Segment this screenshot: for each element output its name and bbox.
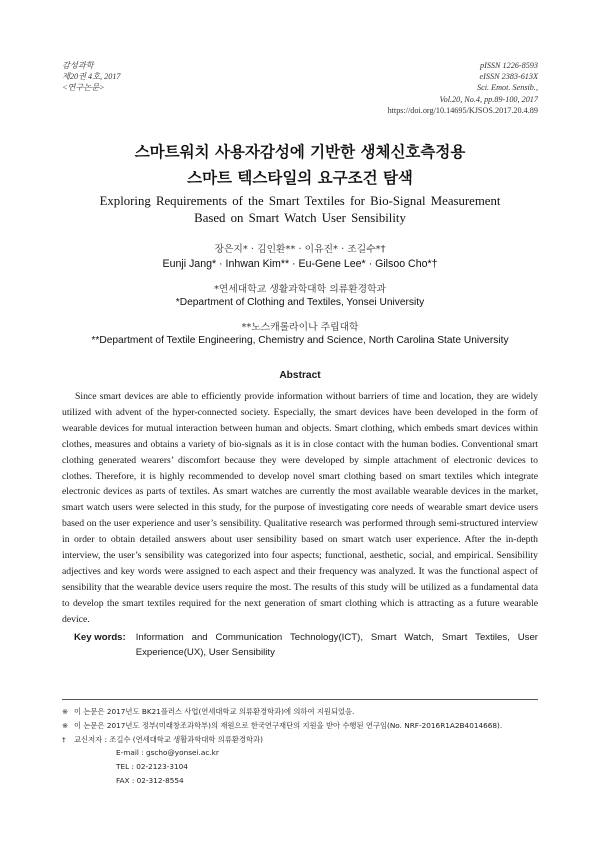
footnote-mark: † xyxy=(62,734,66,744)
title-korean-line-2: 스마트 텍스타일의 요구조건 탐색 xyxy=(187,169,413,187)
footnote-text: 교신저자 : 조길수 (연세대학교 생활과학대학 의류환경학과) xyxy=(74,734,263,744)
journal-header-left xyxy=(62,60,121,94)
footnote-text: 이 논문은 2017년도 정부(미래창조과학부)의 재원으로 한국연구재단의 지원을 받아 수행된 연구임(No. NRF-2016R1A2B4014668). xyxy=(74,720,503,730)
journal-abbrev: Sci. Emot. Sensib., xyxy=(477,83,538,93)
keywords xyxy=(74,630,538,660)
doi-link[interactable]: https://doi.org/10.14695/KJSOS.2017.20.4.89 xyxy=(387,105,538,115)
footnote-mark: ※ xyxy=(62,720,69,730)
footnote-divider xyxy=(62,699,538,700)
affiliation-1-korean: *연세대학교 생활과학대학 의류환경학과 xyxy=(213,284,386,295)
footnote-funding-2 xyxy=(62,719,542,733)
title-korean-line-1: 스마트워치 사용자감성에 기반한 생체신호측정용 xyxy=(134,143,466,161)
journal-header-right xyxy=(388,60,538,116)
contact-tel: TEL : 02-2123-3104 xyxy=(116,762,188,772)
keywords-text: Information and Communication Technology(ICT), Smart Watch, Smart Textiles, User Experience(UX), User Sensibility xyxy=(135,632,538,658)
footnote-mark: ※ xyxy=(62,707,69,716)
title-english-line-1: Exploring Requirements of the Smart Textiles for Bio-Signal Measurement xyxy=(99,194,501,208)
footnote-corresponding-author xyxy=(62,733,542,747)
footnotes xyxy=(62,705,542,788)
affiliation-2-korean: **노스캐롤라이나 주립대학 xyxy=(241,322,359,333)
contact-fax: FAX : 02-312-8554 xyxy=(116,775,184,785)
authors-english: Eunji Jang* · Inhwan Kim** · Eu-Gene Lee* · Gilsoo Cho*† xyxy=(162,258,438,270)
article-type: <연구논문> xyxy=(62,83,105,93)
journal-name: 감성과학 xyxy=(62,61,94,70)
volume-pages: Vol.20, No.4, pp.89-100, 2017 xyxy=(439,94,538,104)
footnote-funding-1 xyxy=(62,705,542,719)
keywords-label: Key words: xyxy=(74,632,126,643)
journal-volume: 제20권 4호, 2017 xyxy=(62,72,121,82)
eissn: eISSN 2383-613X xyxy=(479,72,538,82)
contact-email[interactable]: E-mail : gscho@yonsei.ac.kr xyxy=(116,748,219,758)
abstract-heading: Abstract xyxy=(279,370,321,381)
authors-korean: 장은지* · 김인환** · 이유진* · 조길수*† xyxy=(214,244,386,255)
abstract-body: Since smart devices are able to efficiently provide information without barriers of time and location, they are widely utilized with advent of the hyper-connected society. Especially, the smart devices have been developed in the form of wearable devices for mutual interaction between human and objects. Smart clothing, which embeds smart devices within clothes, measures and obtains a variety of bio-signals as it is in close contact with the human bodies. Conventional smart clothing generated wearers’ discomfort because they were developed by simple attachment of electronic devices to clothes. Therefore, it is highly recommended to develop novel smart clothing based on smart textiles which integrate electronic devices as parts of textiles. As smart watches are currently the most available wearable devices in the market, smart watch users were selected in this study, for the purpose of investigating core needs of wearable smart device users based on the user experience and user’s sensibility. Qualitative research was performed through semi-structured interview in order to obtain detailed answers about user sensibility based on smart watch user experience. After the in-depth interview, the user’s sensibility was categorized into four aspects; functional, aesthetic, social, and empirical. Sensibility adjectives and key words were assigned to each aspect and their frequency was analyzed. It was the functional aspect of sensibility that the wearable device users require the most. The results of this study will be utilized as a fundamental data to develop the smart textiles required for the next generation of smart clothing which is attracting as a future wearable device. xyxy=(62,391,538,625)
affiliation-1-english: *Department of Clothing and Textiles, Yonsei University xyxy=(175,297,425,308)
footnote-text: 이 논문은 2017년도 BK21플러스 사업(연세대학교 의류환경학과)에 의하여 지원되었음. xyxy=(74,707,355,716)
title-english-line-2: Based on Smart Watch User Sensibility xyxy=(194,211,406,225)
pissn: pISSN 1226-8593 xyxy=(480,61,538,70)
affiliation-2-english: **Department of Textile Engineering, Chemistry and Science, North Carolina State University xyxy=(91,335,509,346)
